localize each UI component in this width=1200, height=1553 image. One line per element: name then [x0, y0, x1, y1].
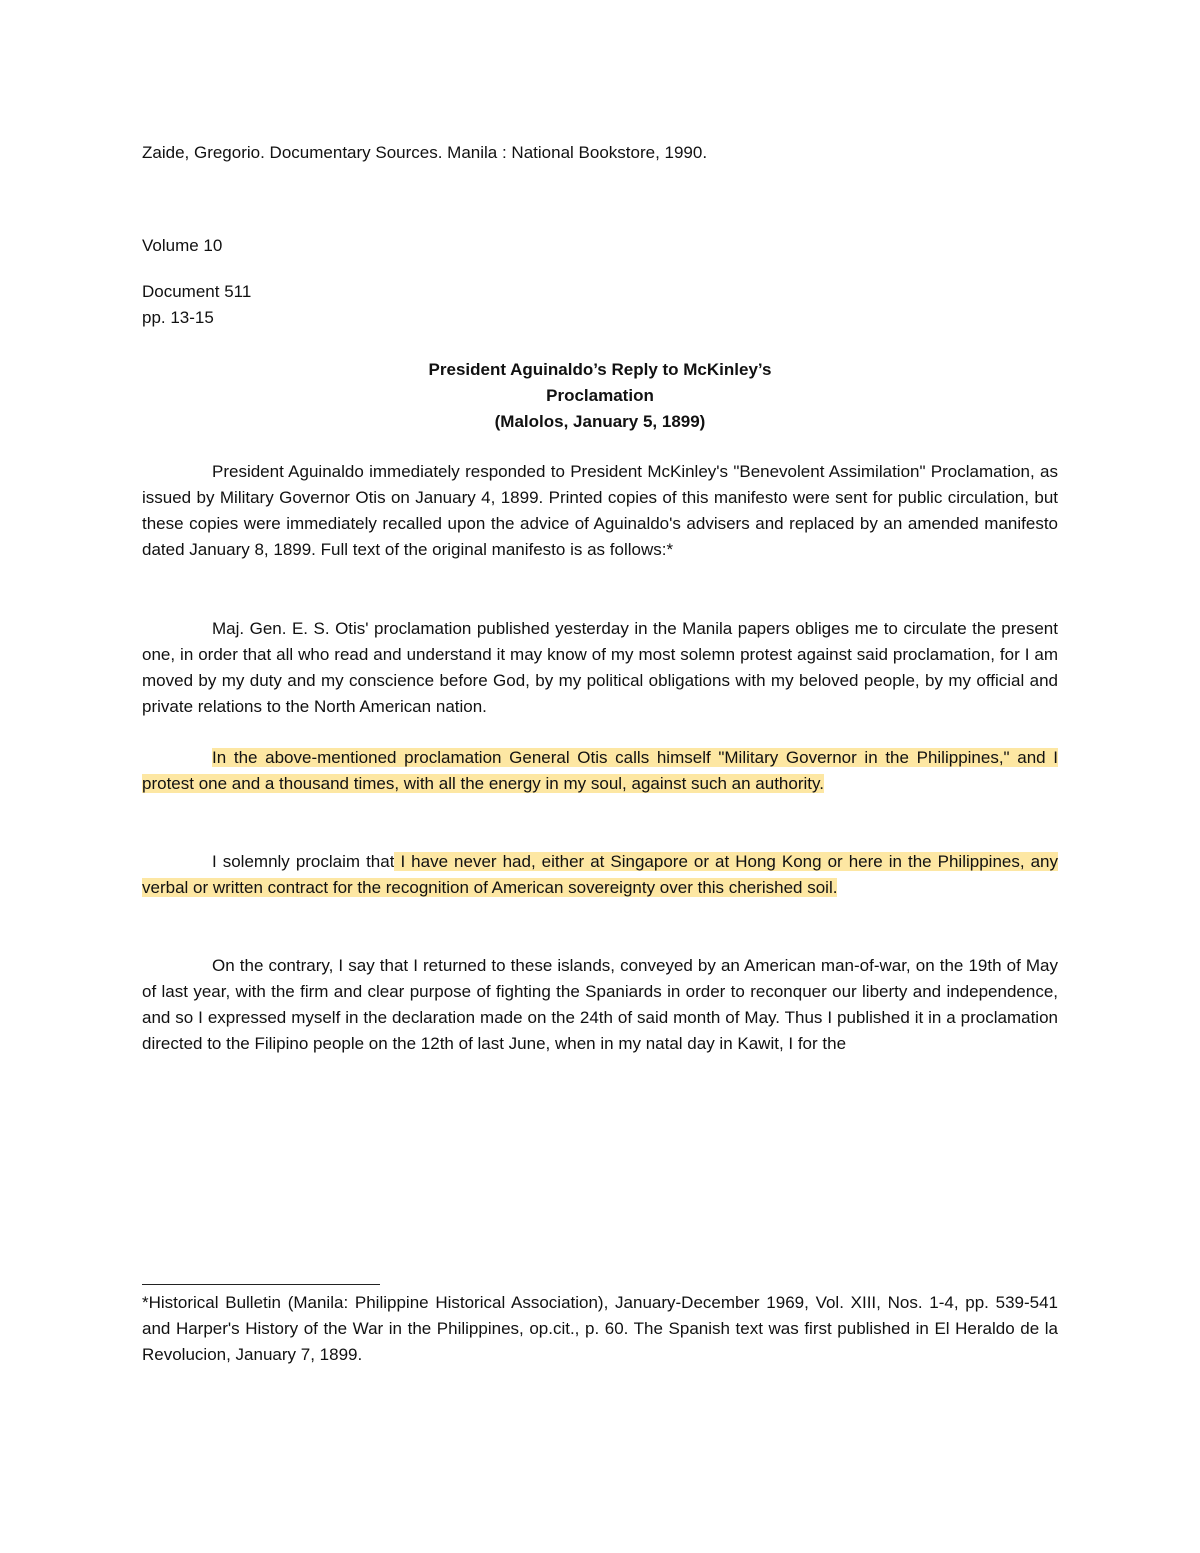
document-title-line1: President Aguinaldo’s Reply to McKinley’s: [428, 360, 772, 379]
paragraph-intro: President Aguinaldo immediately responded to President McKinley's "Benevolent Assimilation" Proclamation, as issued by Military Governor Otis on January 4, 1899. Printed copies of this manifesto were sent for public circulation, but these copies were immediately recalled upon the advice of Aguinaldo's advisers and replaced by an amended manifesto dated January 8, 1899. Full text of the original manifesto is as follows:*: [142, 462, 1058, 559]
highlighted-text: In the above-mentioned proclamation General Otis calls himself "Military Governor in the Philippines," and I protest one and a thousand times, with all the energy in my soul, against such an authority.: [142, 748, 1058, 793]
document-title-line2: Proclamation: [546, 386, 654, 405]
volume-label: Volume 10: [142, 236, 223, 255]
document-number: Document 511: [142, 282, 252, 301]
plain-text: I solemnly proclaim that: [212, 852, 395, 871]
paragraph-otis-proclamation: Maj. Gen. E. S. Otis' proclamation published yesterday in the Manila papers obliges me to circulate the present one, in order that all who read and understand it may know of my most solemn protest against said proclamation, for I am moved by my duty and my conscience before God, by my political obligations with my beloved people, by my official and private relations to the North American nation.: [142, 619, 1058, 716]
footnote: *Historical Bulletin (Manila: Philippine Historical Association), January-December 1969, Vol. XIII, Nos. 1-4, pp. 539-541 and Harper's History of the War in the Philippines, op.cit., p. 60. The Spanish text was first published in El Heraldo de la Revolucion, January 7, 1899.: [142, 1293, 1058, 1364]
highlighted-text: I have never had, either at Singapore or at Hong Kong or here in the Philippines, any verbal or written contract for the recognition of American sovereignty over this cherished soil.: [142, 852, 1058, 897]
source-citation: Zaide, Gregorio. Documentary Sources. Manila : National Bookstore, 1990.: [142, 143, 708, 162]
paragraph-solemn-proclaim: [142, 849, 1058, 901]
paragraph-protest: [142, 745, 1058, 797]
page-range: pp. 13-15: [142, 308, 214, 327]
paragraph-return: On the contrary, I say that I returned to these islands, conveyed by an American man-of-war, on the 19th of May of last year, with the firm and clear purpose of fighting the Spaniards in order to reconquer our liberty and independence, and so I expressed myself in the declaration made on the 24th of said month of May. Thus I published it in a proclamation directed to the Filipino people on the 12th of last June, when in my natal day in Kawit, I for the: [142, 956, 1058, 1053]
document-title-line3: (Malolos, January 5, 1899): [494, 412, 706, 431]
footnote-divider: [142, 1284, 380, 1285]
